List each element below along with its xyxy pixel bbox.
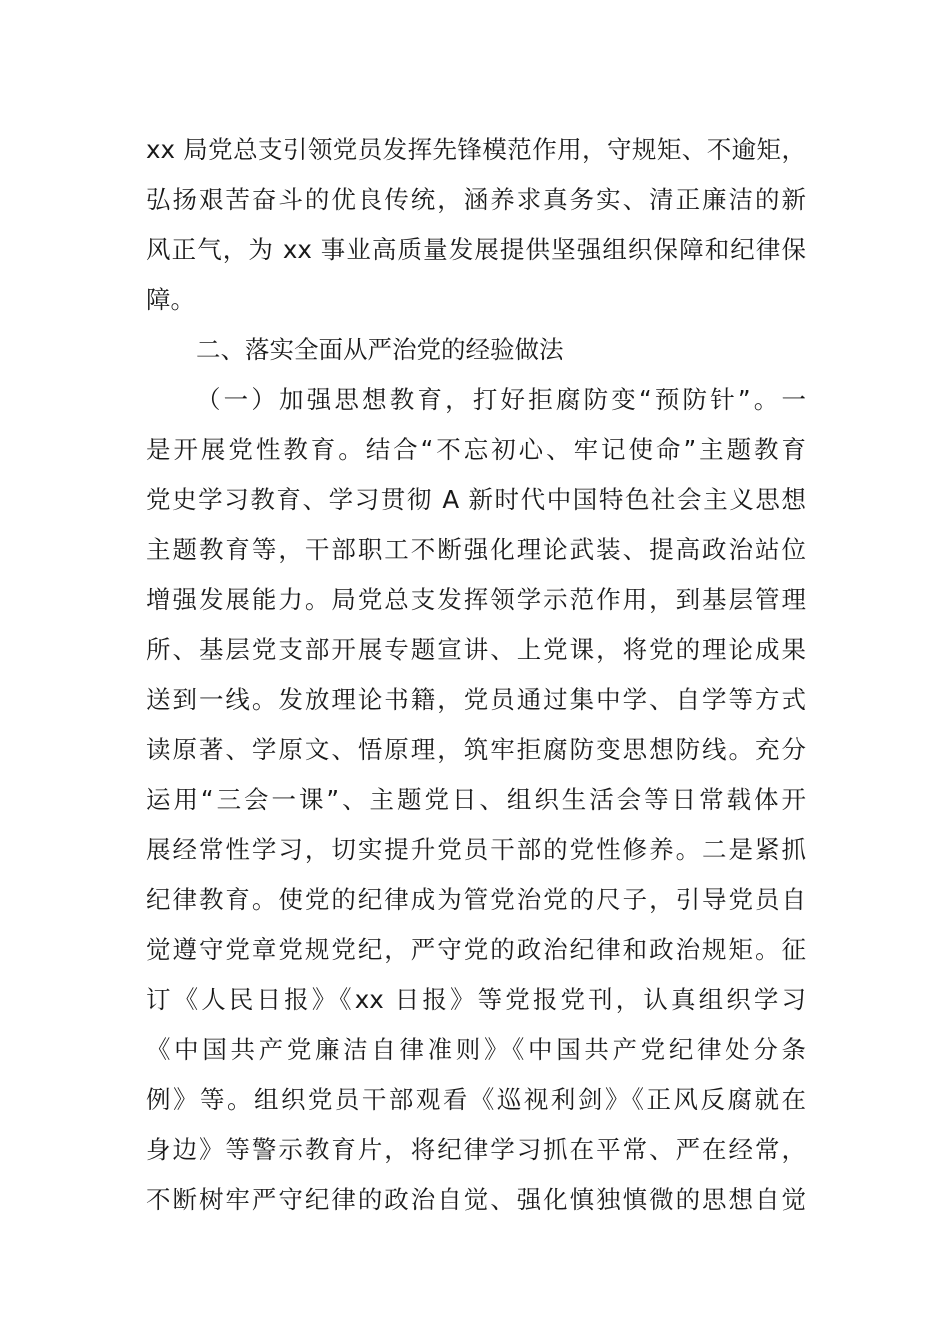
- subsection-line-11: 纪律教育。使党的纪律成为管党治党的尺子，引导党员自: [146, 885, 806, 914]
- section-heading: 二、落实全面从严治党的经验做法: [196, 335, 564, 364]
- intro-line-2: 弘扬艰苦奋斗的优良传统，涵养求真务实、清正廉洁的新: [146, 185, 806, 214]
- subsection-line-16: 身边》等警示教育片，将纪律学习抓在平常、严在经常，: [146, 1135, 806, 1164]
- subsection-line-10: 展经常性学习，切实提升党员干部的党性修养。二是紧抓: [146, 835, 806, 864]
- subsection-line-2: 是开展党性教育。结合“不忘初心、牢记使命”主题教育: [146, 435, 806, 464]
- subsection-line-7: 送到一线。发放理论书籍，党员通过集中学、自学等方式: [146, 685, 806, 714]
- intro-line-1: xx 局党总支引领党员发挥先锋模范作用，守规矩、不逾矩，: [146, 135, 806, 164]
- subsection-line-8: 读原著、学原文、悟原理，筑牢拒腐防变思想防线。充分: [146, 735, 806, 764]
- intro-line-4: 障。: [146, 285, 195, 314]
- subsection-line-9: 运用“三会一课”、主题党日、组织生活会等日常载体开: [146, 785, 806, 814]
- subsection-line-17: 不断树牢严守纪律的政治自觉、强化慎独慎微的思想自觉: [146, 1185, 806, 1214]
- subsection-line-13: 订《人民日报》《xx 日报》等党报党刊，认真组织学习: [146, 985, 806, 1014]
- subsection-line-3: 党史学习教育、学习贯彻 A 新时代中国特色社会主义思想: [146, 485, 806, 514]
- subsection-line-4: 主题教育等，干部职工不断强化理论武装、提高政治站位: [146, 535, 806, 564]
- subsection-line-14: 《中国共产党廉洁自律准则》《中国共产党纪律处分条: [146, 1035, 806, 1064]
- intro-line-3: 风正气，为 xx 事业高质量发展提供坚强组织保障和纪律保: [146, 235, 806, 264]
- subsection-line-6: 所、基层党支部开展专题宣讲、上党课，将党的理论成果: [146, 635, 806, 664]
- subsection-line-15: 例》等。组织党员干部观看《巡视利剑》《正风反腐就在: [146, 1085, 806, 1114]
- subsection-line-12: 觉遵守党章党规党纪，严守党的政治纪律和政治规矩。征: [146, 935, 806, 964]
- subsection-line-1: （一）加强思想教育，打好拒腐防变“预防针”。一: [196, 385, 806, 414]
- subsection-line-5: 增强发展能力。局党总支发挥领学示范作用，到基层管理: [146, 585, 806, 614]
